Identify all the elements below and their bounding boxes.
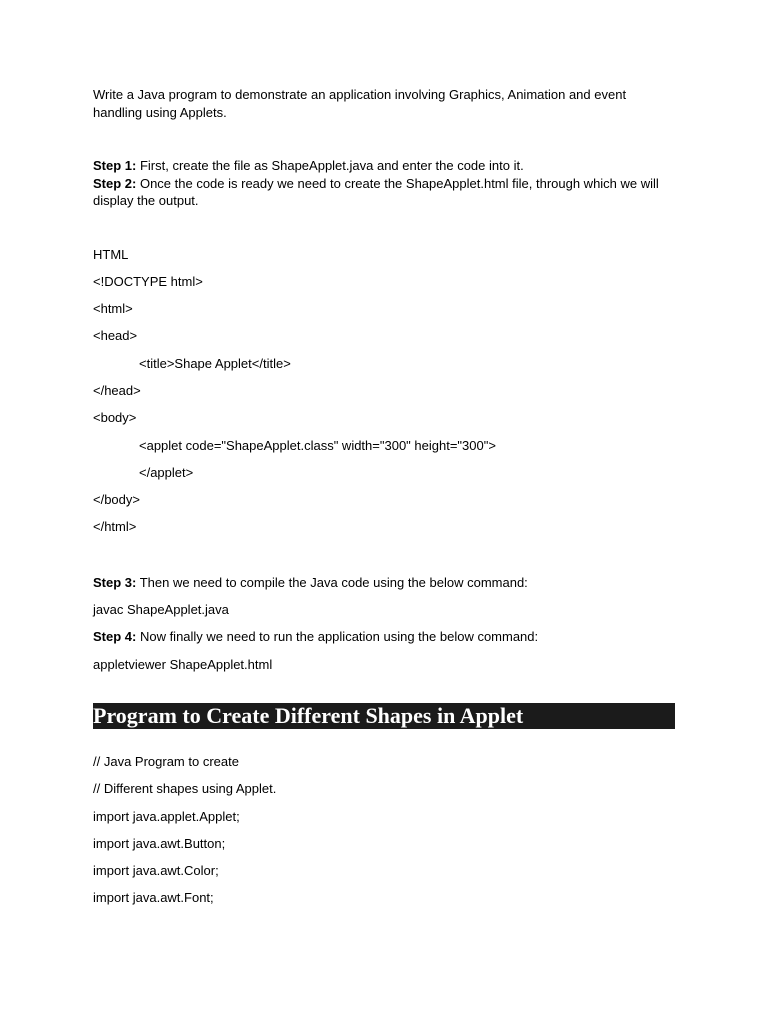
code-line: <!DOCTYPE html> (93, 273, 203, 289)
code-line: </applet> (139, 464, 194, 480)
code-line: import java.awt.Button; (93, 835, 226, 851)
step-4-label: Step 4: (93, 629, 137, 645)
steps-setup (93, 157, 678, 210)
step-4-text: Now finally we need to run the application using the below command: (136, 629, 539, 645)
code-line: // Different shapes using Applet. (93, 781, 277, 797)
step-1-label: Step 1: (93, 158, 137, 173)
compile-command: javac ShapeApplet.java (93, 602, 229, 618)
code-language-label: HTML (93, 246, 129, 262)
section-heading: Program to Create Different Shapes in Applet (93, 703, 675, 729)
code-line: </body> (93, 492, 140, 508)
step-3-label: Step 3: (93, 574, 137, 590)
html-code-block (93, 246, 678, 546)
step-2 (93, 175, 678, 210)
code-line: <applet code="ShapeApplet.class" width="300" height="300"> (139, 437, 496, 453)
code-line: <title>Shape Applet</title> (139, 355, 291, 371)
code-line: <head> (93, 328, 138, 344)
step-1-text: First, create the file as ShapeApplet.java and enter the code into it. (136, 158, 524, 173)
step-3 (93, 574, 678, 601)
step-2-text: Once the code is ready we need to create the ShapeApplet.html file, through which we will display the output. (93, 175, 659, 208)
steps-run (93, 574, 678, 683)
intro-paragraph: Write a Java program to demonstrate an application involving Graphics, Animation and event handling using Applets. (93, 87, 627, 120)
code-line: import java.awt.Color; (93, 863, 219, 879)
step-2-label: Step 2: (93, 175, 137, 191)
run-command: appletviewer ShapeApplet.html (93, 656, 273, 672)
code-line: </head> (93, 382, 141, 398)
java-code-block (93, 753, 678, 917)
document-page (93, 86, 678, 917)
code-line: </html> (93, 519, 137, 535)
code-line: import java.awt.Font; (93, 890, 214, 906)
step-3-text: Then we need to compile the Java code using the below command: (136, 574, 528, 590)
step-1 (93, 157, 678, 175)
code-line: <html> (93, 301, 133, 317)
code-line: // Java Program to create (93, 753, 239, 769)
step-4 (93, 628, 678, 655)
code-line: import java.applet.Applet; (93, 808, 240, 824)
code-line: <body> (93, 410, 137, 426)
